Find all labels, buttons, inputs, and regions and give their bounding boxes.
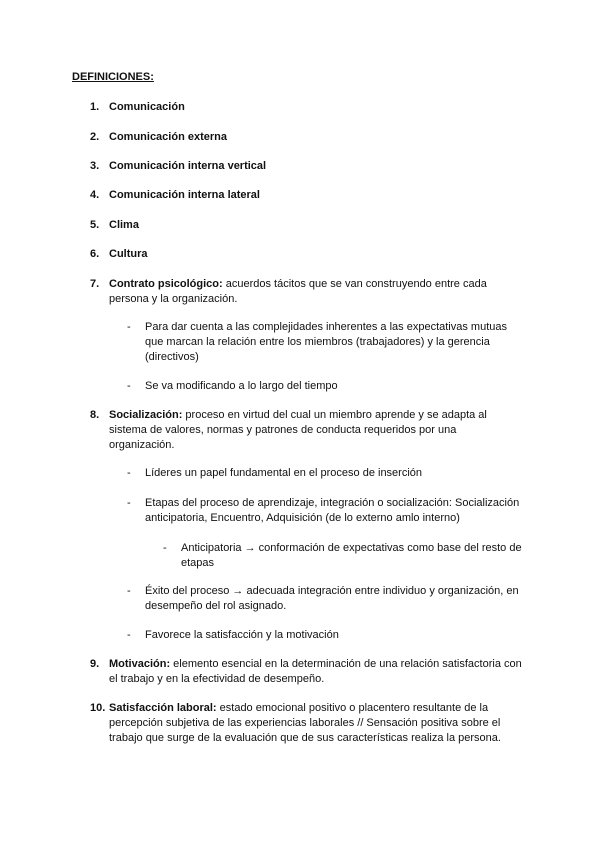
bullet-text: Anticipatoria → conformación de expectativas como base del resto de etapas bbox=[181, 542, 522, 569]
bullet-item bbox=[127, 628, 527, 643]
item-definition: proceso en virtud del cual un miembro aprende y se adapta al sistema de valores, normas y patrones de conducta requeridos por una organización. bbox=[109, 409, 487, 451]
item-term: Comunicación externa bbox=[109, 131, 227, 143]
item-term: Motivación: bbox=[109, 658, 171, 670]
list-item bbox=[90, 188, 530, 203]
item-number: 3. bbox=[90, 160, 100, 172]
dash-bullet: - bbox=[127, 321, 131, 333]
item-term: Socialización: bbox=[109, 409, 183, 421]
item-definition: acuerdos tácitos que se van construyendo entre cada persona y la organización. bbox=[109, 278, 487, 305]
list-item bbox=[90, 130, 530, 145]
item-number: 6. bbox=[90, 248, 100, 260]
item-term: Comunicación interna vertical bbox=[109, 160, 267, 172]
bullet-text: Se va modificando a lo largo del tiempo bbox=[145, 380, 338, 392]
bullet-text: Favorece la satisfacción y la motivación bbox=[145, 629, 339, 641]
bullet-item bbox=[127, 584, 527, 614]
list-item bbox=[90, 159, 530, 174]
bullet-item bbox=[127, 320, 527, 365]
bullet-text: Para dar cuenta a las complejidades inherentes a las expectativas mutuas que marcan la relación entre los miembros (trabajadores) y la gerencia (directivos) bbox=[145, 321, 507, 363]
item-term: Cultura bbox=[109, 248, 148, 260]
item-number: 1. bbox=[90, 101, 100, 113]
item-term: Contrato psicológico: bbox=[109, 278, 223, 290]
list-item bbox=[90, 100, 530, 115]
page-title: DEFINICIONES: bbox=[72, 71, 154, 83]
bullet-item bbox=[127, 466, 527, 481]
item-term: Comunicación interna lateral bbox=[109, 189, 260, 201]
item-number: 5. bbox=[90, 219, 100, 231]
item-number: 8. bbox=[90, 409, 100, 421]
item-definition: estado emocional positivo o placentero resultante de la percepción subjetiva de las experiencias laborales // Sensación positiva sobre el trabajo que surge de la evaluación que de sus características realiza la persona. bbox=[109, 702, 501, 744]
bullet-text: Etapas del proceso de aprendizaje, integración o socialización: Socialización anticipatoria, Encuentro, Adquisición (de lo externo amlo interno) bbox=[145, 497, 520, 524]
dash-bullet: - bbox=[127, 380, 131, 392]
item-number: 9. bbox=[90, 658, 100, 670]
bullet-item bbox=[127, 379, 527, 394]
dash-bullet: - bbox=[163, 542, 167, 554]
item-number: 10. bbox=[90, 702, 106, 714]
item-term: Clima bbox=[109, 219, 139, 231]
item-number: 7. bbox=[90, 278, 100, 290]
bullet-item bbox=[163, 541, 528, 571]
list-item bbox=[90, 701, 520, 746]
bullet-text: Líderes un papel fundamental en el proceso de inserción bbox=[145, 467, 423, 479]
dash-bullet: - bbox=[127, 497, 131, 509]
item-number: 2. bbox=[90, 131, 100, 143]
item-number: 4. bbox=[90, 189, 100, 201]
list-item bbox=[90, 218, 530, 233]
dash-bullet: - bbox=[127, 467, 131, 479]
item-term: Comunicación bbox=[109, 101, 185, 113]
list-item bbox=[90, 277, 500, 307]
list-item bbox=[90, 247, 530, 262]
item-term: Satisfacción laboral: bbox=[109, 702, 217, 714]
bullet-text: Éxito del proceso → adecuada integración entre individuo y organización, en desempeño del rol asignado. bbox=[145, 585, 519, 612]
list-item bbox=[90, 657, 530, 687]
dash-bullet: - bbox=[127, 629, 131, 641]
dash-bullet: - bbox=[127, 585, 131, 597]
bullet-item bbox=[127, 496, 527, 526]
list-item bbox=[90, 408, 500, 453]
item-definition: elemento esencial en la determinación de una relación satisfactoria con el trabajo y en la efectividad de desempeño. bbox=[109, 658, 522, 685]
